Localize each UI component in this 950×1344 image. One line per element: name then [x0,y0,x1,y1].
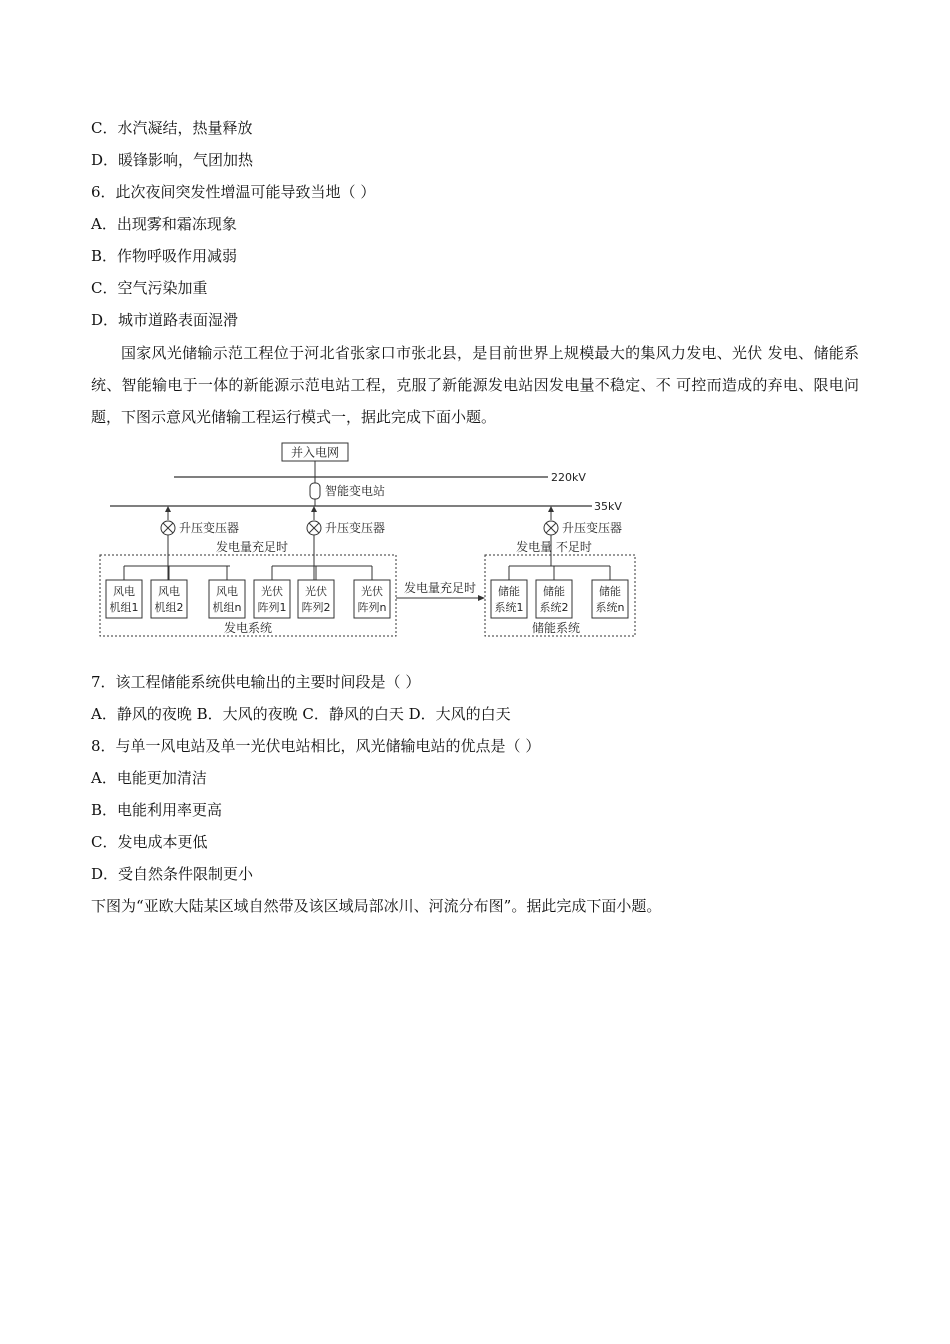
svg-text:储能: 储能 [498,585,520,598]
flow-arrow-head [478,595,485,601]
svg-text:阵列n: 阵列n [357,601,387,614]
svg-text:阵列2: 阵列2 [301,601,331,614]
grid-label: 并入电网 [290,445,340,460]
gen-sufficient-label: 发电量充足时 [215,540,289,554]
question-line: 6．此次夜间突发性增温可能导致当地（ ） [91,183,376,201]
transformer-label: 升压变压器 [179,521,240,535]
transformer-label: 升压变压器 [325,521,386,535]
question-line: C．发电成本更低 [91,833,208,851]
intro-paragraph: 国家风光储输示范工程位于河北省张家口市张北县，是目前世界上规模最大的集风力发电、光伏 发电、储能系统、智能输电于一体的新能源示范电站工程，克服了新能源发电站因发电量不稳定、不 可控而造成的弃电、限电问题，下图示意风光储输工程运行模式一，据此完成下面小题。 [91,344,859,426]
question-line: C．空气污染加重 [91,279,208,297]
arrow-head [548,506,554,512]
svg-text:光伏: 光伏 [261,585,283,598]
question-line: B．电能利用率更高 [91,801,223,819]
svg-text:风电: 风电 [113,585,135,598]
question-line: A．静风的夜晚 B．大风的夜晚 C．静风的白天 D．大风的白天 [91,705,511,723]
substation-label: 智能变电站 [325,484,386,498]
question-line: B．作物呼吸作用减弱 [91,247,238,265]
arrow-head [165,506,171,512]
substation-icon [310,483,320,499]
svg-text:储能: 储能 [543,585,565,598]
transformer-label: 升压变压器 [562,521,623,535]
svg-text:风电: 风电 [216,585,238,598]
svg-text:风电: 风电 [158,585,180,598]
gen-insufficient-label: 发电量 不足时 [516,540,592,554]
question-line: A．出现雾和霜冻现象 [91,215,237,233]
bus-220kv-label: 220kV [551,471,586,484]
flow-arrow-label: 发电量充足时 [403,581,477,595]
arrow-head [311,506,317,512]
question-line: C．水汽凝结，热量释放 [91,119,253,137]
question-line: D．受自然条件限制更小 [91,865,254,883]
svg-text:系统2: 系统2 [539,601,569,614]
question-line: A．电能更加清洁 [91,769,207,787]
question-line: 7．该工程储能系统供电输出的主要时间段是（ ） [91,673,421,691]
svg-text:系统n: 系统n [595,601,625,614]
svg-text:光伏: 光伏 [305,585,327,598]
question-line: 8．与单一风电站及单一光伏电站相比，风光储输电站的优点是（ ） [91,737,541,755]
storage-system-label: 储能系统 [531,621,581,635]
bus-35kv-label: 35kV [594,500,622,513]
question-line: D．城市道路表面湿滑 [91,311,239,329]
svg-text:机组1: 机组1 [109,601,139,614]
svg-text:机组2: 机组2 [154,601,184,614]
svg-text:系统1: 系统1 [494,601,524,614]
svg-text:机组n: 机组n [212,601,242,614]
generation-system-label: 发电系统 [223,621,273,635]
svg-text:阵列1: 阵列1 [257,601,287,614]
svg-text:光伏: 光伏 [361,585,383,598]
question-line: D．暖锋影响，气团加热 [91,151,254,169]
wind-solar-storage-diagram [96,440,644,645]
svg-text:储能: 储能 [599,585,621,598]
question-line: 下图为“亚欧大陆某区域自然带及该区域局部冰川、河流分布图”。据此完成下面小题。 [91,897,662,915]
